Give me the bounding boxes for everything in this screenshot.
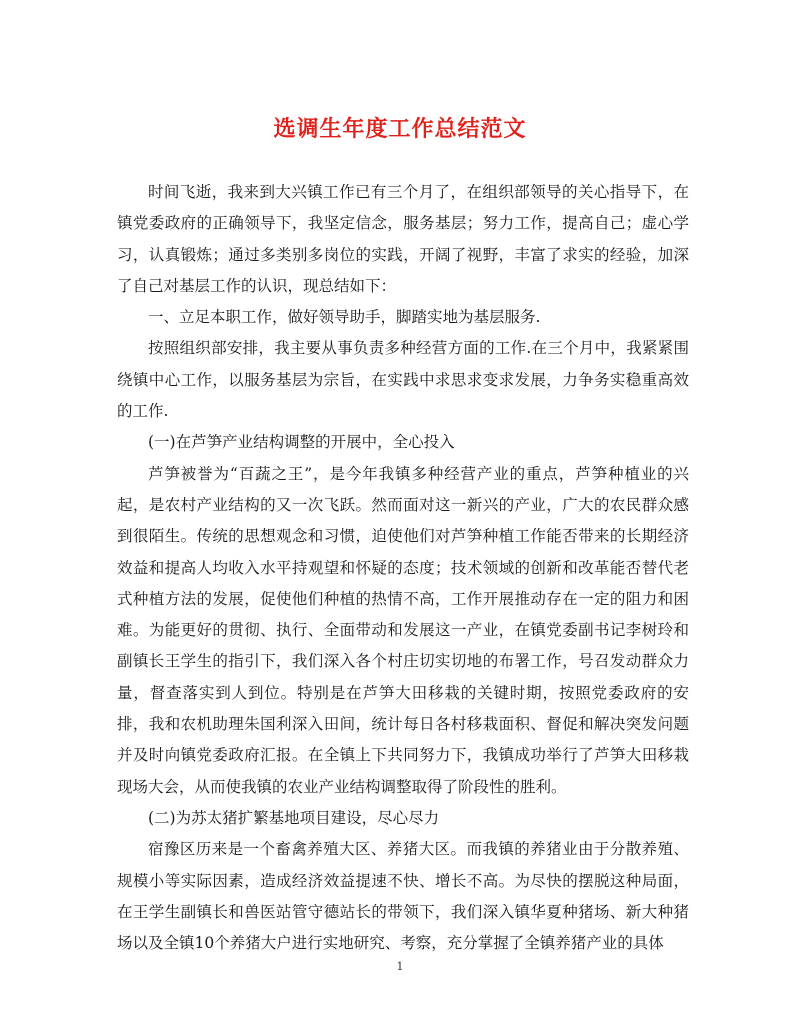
document-body <box>117 177 689 959</box>
subsection-heading-2: (二)为苏太猪扩繁基地项目建设，尽心尽力 <box>148 808 440 827</box>
subsection-heading-1: (一)在芦笋产业结构调整的开展中，全心投入 <box>148 433 455 452</box>
paragraph-intro: 时间飞逝，我来到大兴镇工作已有三个月了，在组织部领导的关心指导下，在镇党委政府的正确领导下，我坚定信念，服务基层；努力工作，提高自己；虚心学习，认真锻炼；通过多类别多岗位的实践，开阔了视野，丰富了求实的经验，加深了自己对基层工作的认识，现总结如下： <box>117 183 689 295</box>
page-number: 1 <box>396 960 404 973</box>
paragraph-assignment: 按照组织部安排，我主要从事负责多种经营方面的工作.在三个月中，我紧紧围绕镇中心工作，以服务基层为宗旨，在实践中求思求变求发展，力争务实稳重高效的工作. <box>117 339 689 421</box>
paragraph-asparagus: 芦笋被誉为“百蔬之王”，是今年我镇多种经营产业的重点，芦笋种植业的兴起，是农村产业结构的又一次飞跃。然而面对这一新兴的产业，广大的农民群众感到很陌生。传统的思想观念和习惯，迫使他们对芦笋种植工作能否带来的长期经济效益和提高人均收入水平持观望和怀疑的态度；技术领域的创新和改革能否替代老式种植方法的发展，促使他们种植的热情不高，工作开展推动存在一定的阻力和困难。为能更好的贯彻、执行、全面带动和发展这一产业，在镇党委副书记李树玲和副镇长王学生的指引下，我们深入各个村庄切实切地的布署工作，号召发动群众力量，督查落实到人到位。特别是在芦笋大田移栽的关键时期，按照党委政府的安排，我和农机助理朱国利深入田间，统计每日各村移栽面积、督促和解决突发问题并及时向镇党委政府汇报。在全镇上下共同努力下，我镇成功举行了芦笋大田移栽现场大会，从而使我镇的农业产业结构调整取得了阶段性的胜利。 <box>117 464 689 796</box>
section-heading-1: 一、立足本职工作，做好领导助手，脚踏实地为基层服务. <box>148 308 541 327</box>
paragraph-pig-farming: 宿豫区历来是一个畜禽养殖大区、养猪大区。而我镇的养猪业由于分散养殖、规模小等实际因素，造成经济效益提速不快、增长不高。为尽快的摆脱这种局面，在王学生副镇长和兽医站管守德站长的带领下，我们深入镇华夏种猪场、新大种猪场以及全镇10个养猪大户进行实地研究、考察，充分掌握了全镇养猪产业的具体 <box>117 840 689 953</box>
page-title: 选调生年度工作总结范文 <box>273 116 527 142</box>
